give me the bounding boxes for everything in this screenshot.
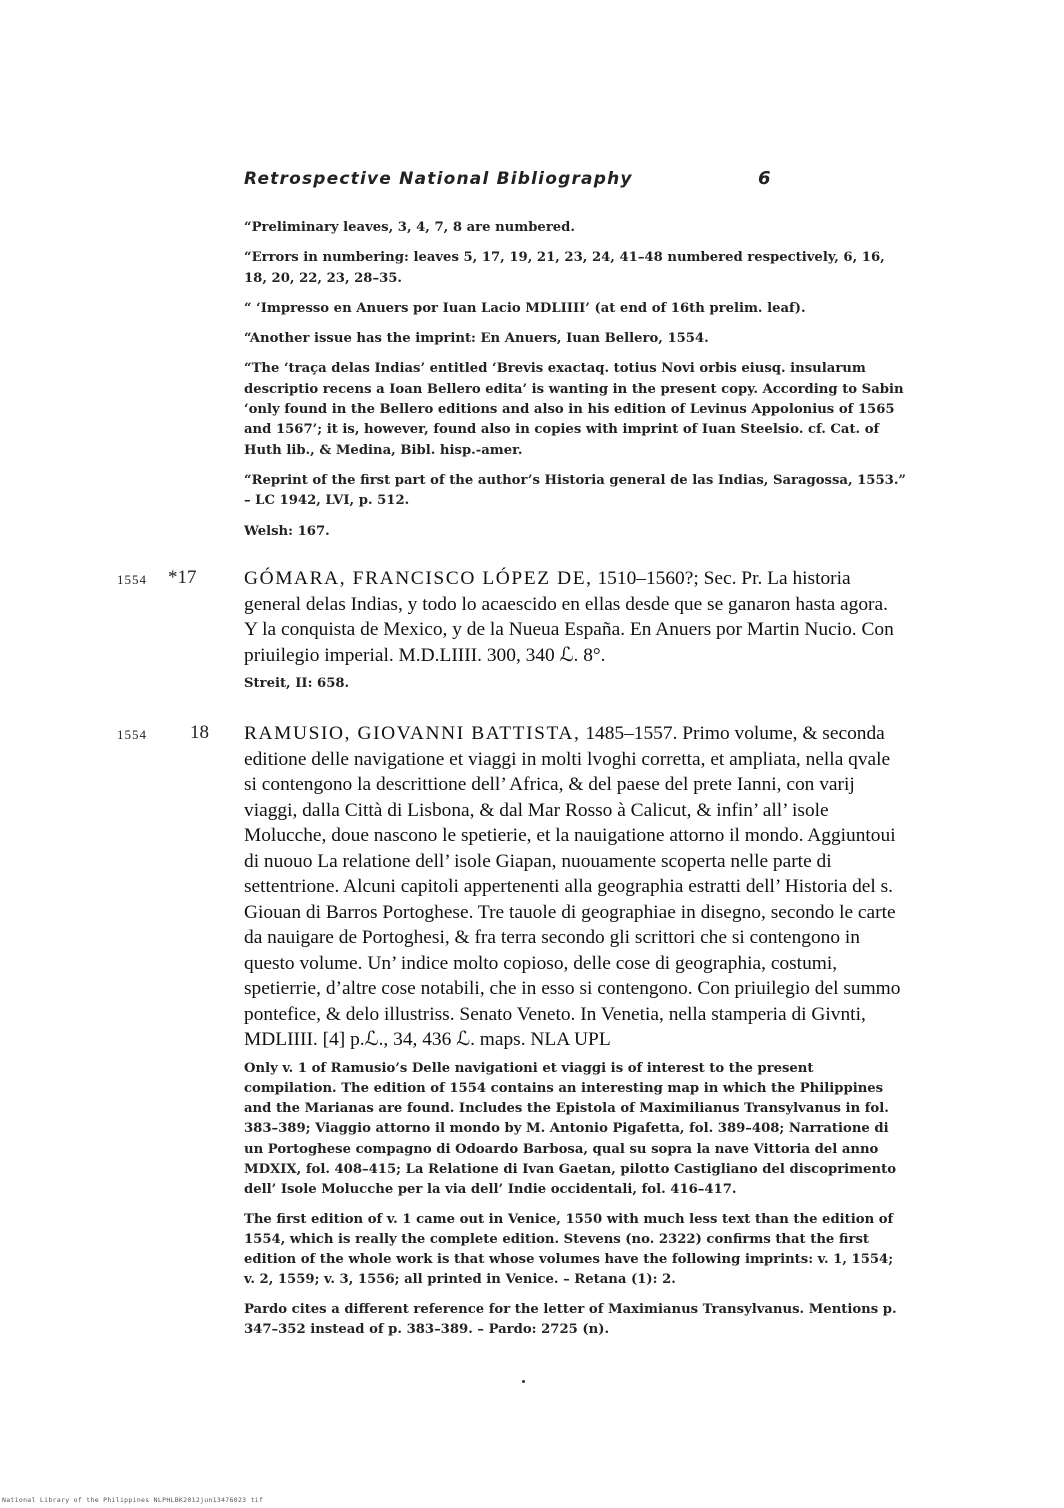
note-paragraph: “ ‘Impresso en Anuers por Iuan Lacio MDLIIII’ (at end of 16th prelim. leaf). [244, 300, 806, 316]
entry-number: 18 [190, 722, 209, 743]
page-number: 6 [758, 168, 771, 189]
note-paragraph: “The ‘traça delas Indias’ entitled ‘Brevis exactaq. totius Novi orbis eiusq. insularum descriptio recens a Ioan Bellero edita’ is wanting in the present copy. According to Sabin ‘only found in the Bellero editions and also in his edition of Levinus Appolonius of 1565 and 1567’; it is, however, found also in copies with imprint of Iuan Steelsio. cf. Cat. of Huth lib., & Medina, Bibl. hisp.-amer. [244, 361, 904, 458]
note-paragraph: “Preliminary leaves, 3, 4, 7, 8 are numbered. [244, 220, 575, 235]
stray-mark [522, 1380, 525, 1383]
entry-year: 1554 [117, 572, 147, 587]
entry-year: 1554 [117, 727, 147, 742]
entry-note: Only v. 1 of Ramusio’s Delle navigationi et viaggi is of interest to the present compilation. The edition of 1554 contains an interesting map in which the Philippines and the Marianas are found. Includes the Epistola of Maximilianus Transylvanus in fol. 383–389; Viaggio attorno il mondo by M. Antonio Pigafetta, fol. 389–408; Narratione di un Portoghese compagno di Odoardo Barbosa, qual su sopra la nave Vittoria del anno MDXIX, fol. 408–415; La Relatione di Ivan Gaetan, pilotto Castigliano del discoprimento dell’ Isole Molucche per la via dell’ Indie occidentali, fol. 416–417. [244, 1060, 897, 1198]
entry-description: 1485–1557. Primo volume, & seconda editione delle navigatione et viaggi in molti lvoghi corretta, et ampliata, nella qvale si contengono la descrittione dell’ Africa, & del paese del prete Ianni, con varij viaggi, dalla Città di Lisbona, & dal Mar Rosso à Calicut, & infin’ all’ isole Molucche, doue nascono le spetierie, et la nauigatione attorno il mondo. Aggiuntoui di nuouo La relatione dell’ isole Giapan, nuouamente scoperta nelle parte di settentrione. Alcuni capitoli appertenenti alla geographia estratti dell’ Historia del s. Giouan di Barros Portoghese. Tre tauole di geographiae in disegno, secondo le carte da nauigare de Portoghesi, & fra terra secondo gli scrittori che si contengono in questo volume. Un’ indice molto copioso, delle cose di geographia, costumi, spetierrie, d’altre cose notabili, che in esso si contengono. Con priuilegio del summo pontefice, & delo illustriss. Senato Veneto. In Venetia, nella stamperia di Givnti, MDLIIII. [4] p.ℒ., 34, 436 ℒ. maps. NLA UPL [244, 723, 901, 1050]
entry-description: 1510–1560?; Sec. Pr. La historia general delas Indias, y todo lo acaescido en ellas desde que se ganaron hasta agora. Y la conquista de Mexico, y de la Nueua España. En Anuers por Martin Nucio. Con priuilegio imperial. M.D.LIIII. 300, 340 ℒ. 8°. [244, 568, 894, 666]
entry-notes [244, 674, 904, 694]
entry-notes [244, 1059, 904, 1341]
note-paragraph: “Another issue has the imprint: En Anuers, Iuan Bellero, 1554. [244, 331, 709, 347]
note-paragraph: “Errors in numbering: leaves 5, 17, 19, 21, 23, 24, 41–48 numbered respectively, 6, 16, 18, 20, 22, 23, 28–35. [244, 250, 885, 286]
note-paragraph: Welsh: 167. [244, 523, 330, 539]
entry-number: *17 [168, 567, 197, 588]
entry-author: RAMUSIO, GIOVANNI BATTISTA, [244, 723, 581, 744]
preliminary-notes [244, 218, 912, 552]
running-title: Retrospective National Bibliography [244, 169, 633, 189]
entry-body [244, 721, 904, 1349]
entry-note: The first edition of v. 1 came out in Venice, 1550 with much less text than the edition of 1554, which is really the complete edition. Stevens (no. 2322) confirms that the first edition of the whole work is that whose volumes have the following imprints: v. 1, 1554; v. 2, 1559; v. 3, 1556; all printed in Venice. – Retana (1): 2. [244, 1211, 894, 1288]
note-paragraph: “Reprint of the first part of the author’s Historia general de las Indias, Saragossa, 1553.” – LC 1942, LVI, p. 512. [244, 472, 907, 509]
entry-body [244, 566, 904, 703]
entry-note: Pardo cites a different reference for the letter of Maximianus Transylvanus. Mentions p. 347–352 instead of p. 383–389. – Pardo: 2725 (n). [244, 1301, 897, 1338]
scan-footer: National Library of the Philippines NLPHLBK2012jun13476023 tif [2, 1496, 264, 1504]
entry-author: GÓMARA, FRANCISCO LÓPEZ DE, [244, 568, 593, 589]
entry-note: Streit, II: 658. [244, 676, 350, 691]
